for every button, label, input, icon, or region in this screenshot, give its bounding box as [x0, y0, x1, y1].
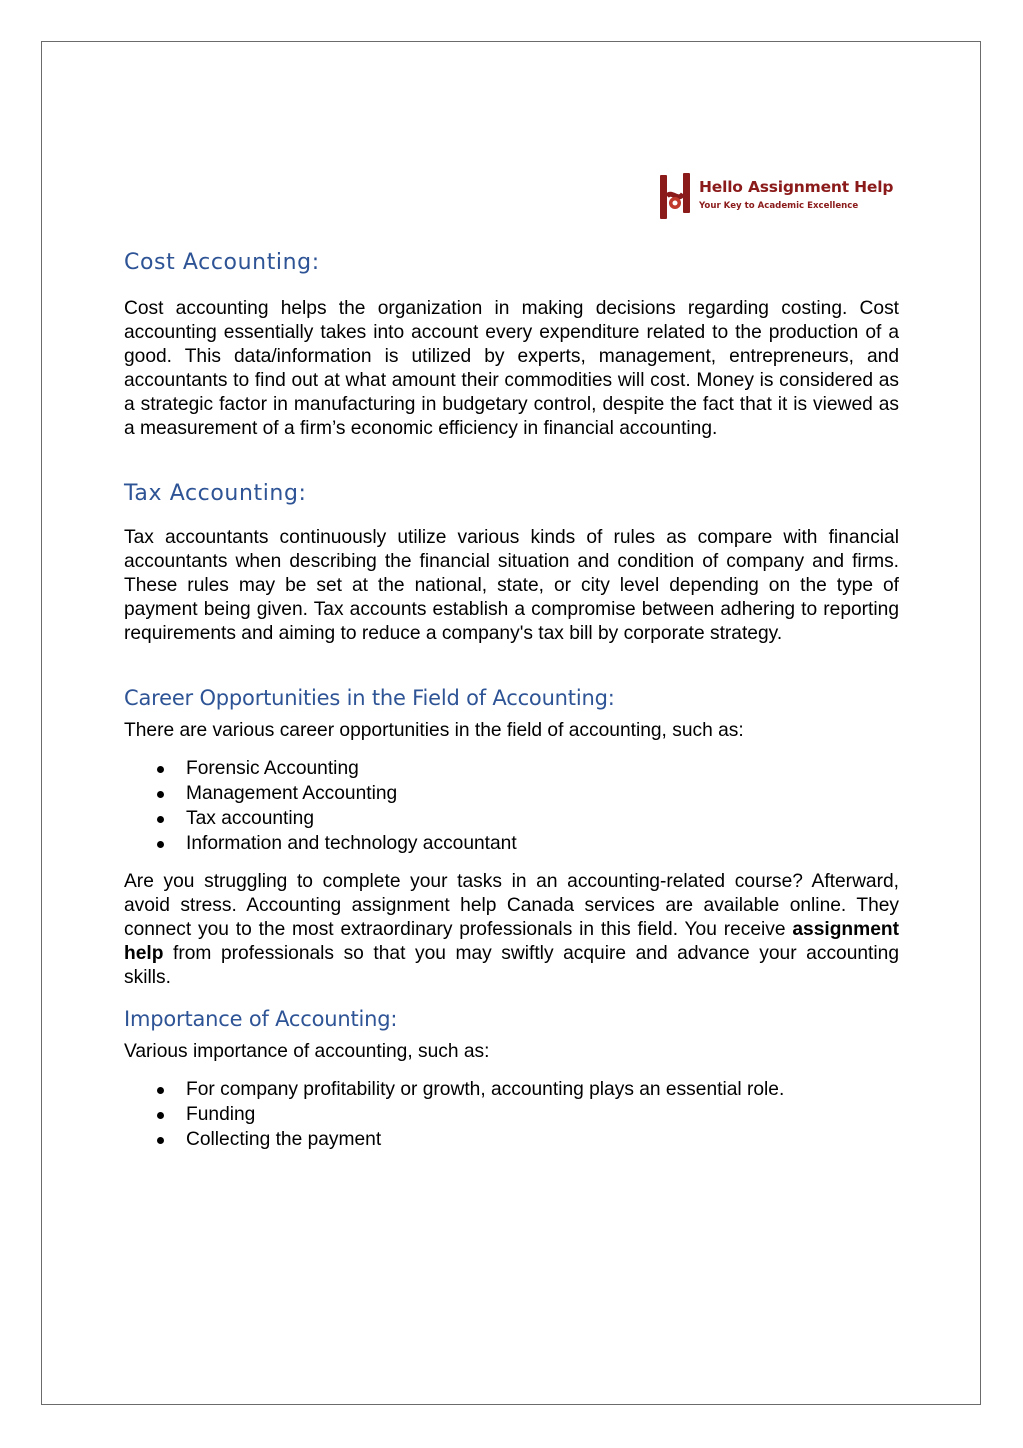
list-item: Information and technology accountant [124, 831, 899, 856]
assignment-help-emphasis: assignment help [124, 919, 899, 964]
importance-intro: Various importance of accounting, such as: [124, 1041, 490, 1062]
bullet-icon [157, 816, 164, 823]
cost-accounting-paragraph: Cost accounting helps the organization in making decisions regarding costing. Cost accounting essentially takes into account every expenditure related to the production of a good. This data/information is utilized by experts, management, entrepreneurs, and accountants to find out at what amount their commodities will cost. Money is considered as a strategic factor in manufacturing in budgetary control, despite the fact that it is viewed as a measurement of a firm’s economic efficiency in financial accounting. [124, 298, 899, 439]
list-item: Funding [124, 1102, 899, 1127]
cost-accounting-heading: Cost Accounting: [124, 250, 320, 275]
list-item: Tax accounting [124, 806, 899, 831]
list-item: Collecting the payment [124, 1127, 899, 1152]
list-item: Management Accounting [124, 781, 899, 806]
logo-h-icon [658, 172, 694, 222]
list-item: For company profitability or growth, accounting plays an essential role. [124, 1077, 899, 1102]
bullet-icon [157, 1137, 164, 1144]
tax-accounting-paragraph: Tax accountants continuously utilize various kinds of rules as compare with financial accountants when describing the financial situation and condition of company and firms. These rules may be set at the national, state, or city level depending on the type of payment being given. Tax accounts establish a compromise between adhering to reporting requirements and aiming to reduce a company's tax bill by corporate strategy. [124, 527, 899, 644]
logo-title: Hello Assignment Help [699, 178, 894, 196]
importance-heading: Importance of Accounting: [124, 1007, 398, 1031]
tax-accounting-heading: Tax Accounting: [124, 481, 307, 506]
bullet-icon [157, 841, 164, 848]
importance-list [124, 1077, 899, 1152]
bullet-icon [157, 766, 164, 773]
career-opportunities-heading: Career Opportunities in the Field of Accounting: [124, 686, 615, 710]
bullet-icon [157, 1087, 164, 1094]
bullet-icon [157, 791, 164, 798]
career-list [124, 756, 899, 856]
bullet-icon [157, 1112, 164, 1119]
assignment-help-paragraph: Are you struggling to complete your tasks in an accounting-related course? Afterward, avoid stress. Accounting assignment help Canada services are available online. They connect you to the most extraordinary professionals in this field. You receive assignment help from professionals so that you may swiftly acquire and advance your accounting skills. [124, 871, 899, 988]
hello-assignment-help-logo [658, 172, 903, 222]
logo-tagline: Your Key to Academic Excellence [699, 201, 859, 211]
career-intro: There are various career opportunities in the field of accounting, such as: [124, 720, 744, 741]
list-item: Forensic Accounting [124, 756, 899, 781]
